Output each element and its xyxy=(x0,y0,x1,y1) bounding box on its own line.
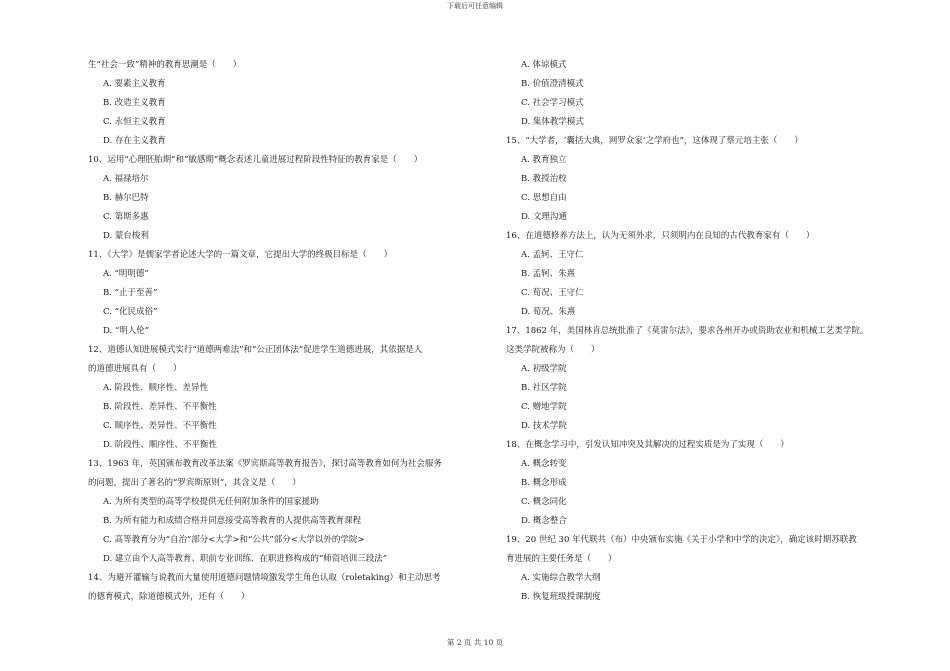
answer-option: B. 恢复班级授课制度 xyxy=(521,592,601,602)
answer-option: C. 第斯多惠 xyxy=(103,212,149,222)
answer-option: A. 概念转变 xyxy=(521,459,567,469)
answer-option: A. 福禄培尔 xyxy=(103,174,149,184)
question-text: 11、《大学》是儒家学者论述大学的一篇文章，它提出大学的终极目标是（ ） xyxy=(88,250,393,260)
answer-option: C. 概念同化 xyxy=(521,497,567,507)
answer-option: D. 建立由个人高等教育、职前专业训练、在职进修构成的“师资培训三段法” xyxy=(103,554,388,564)
answer-option: D. 荀况、朱熹 xyxy=(521,307,576,317)
answer-option: D. 阶段性、顺序性、不平衡性 xyxy=(103,440,217,450)
question-text: 10、运用“心理胚胎期”和“敏感期”概念表述儿童进展过程阶段性特征的教育家是（ ） xyxy=(88,155,423,165)
answer-option: C. 荀况、王守仁 xyxy=(521,288,584,298)
answer-option: D. 蒙台梭利 xyxy=(103,231,149,241)
answer-option: A. 要素主义教育 xyxy=(103,79,166,89)
answer-option: A. 孟轲、王守仁 xyxy=(521,250,584,260)
answer-option: C. 顺序性、差异性、不平衡性 xyxy=(103,421,217,431)
question-text: 13、1963 年，英国颁布教育改革法案《罗宾斯高等教育报告》，探讨高等教育如何为社会服务 xyxy=(88,459,442,469)
answer-option: C. “化民成俗” xyxy=(103,307,158,317)
answer-option: A. 实施综合教学大纲 xyxy=(521,573,601,583)
answer-option: A. 体谅模式 xyxy=(521,60,567,70)
answer-option: B. 社区学院 xyxy=(521,383,567,393)
question-text: 的德育模式，除道德模式外，还有（ ） xyxy=(88,592,250,602)
answer-option: B. 改造主义教育 xyxy=(103,98,166,108)
question-text: 这类学院被称为（ ） xyxy=(506,345,600,355)
answer-option: C. 高等教育分为“自治”部分<大学>和“公共”部分<大学以外的学院> xyxy=(103,535,365,545)
answer-option: A. “明明德” xyxy=(103,269,149,279)
question-text: 的道德进展具有（ ） xyxy=(88,364,182,374)
left-column xyxy=(88,56,493,607)
answer-option: C. 赠地学院 xyxy=(521,402,567,412)
question-text: 的问题，提出了著名的“罗宾斯原则”，其含义是（ ） xyxy=(88,478,301,488)
question-text: 生“社会一致”精神的教育思潮是（ ） xyxy=(88,60,242,70)
answer-option: D. 技术学院 xyxy=(521,421,567,431)
answer-option: C. 永恒主义教育 xyxy=(103,117,166,127)
question-text: 12、道德认知进展模式实行“道德两难法”和“公正团体法”促进学生道德进展，其依据是人 xyxy=(88,345,423,355)
answer-option: B. 价值澄清模式 xyxy=(521,79,584,89)
answer-option: B. 概念形成 xyxy=(521,478,567,488)
answer-option: A. 教育独立 xyxy=(521,155,567,165)
answer-option: B. 阶段性、差异性、不平衡性 xyxy=(103,402,217,412)
answer-option: A. 阶段性、顺序性、差异性 xyxy=(103,383,209,393)
answer-option: B. “止于至善” xyxy=(103,288,158,298)
question-text: 育进展的主要任务是（ ） xyxy=(506,554,617,564)
answer-option: B. 孟轲、朱熹 xyxy=(521,269,576,279)
answer-option: D. 存在主义教育 xyxy=(103,136,166,146)
question-text: 19、20 世纪 30 年代联共（布）中央颁布实施《关于小学和中学的决定》，确定该时期苏联教 xyxy=(506,535,857,545)
answer-option: B. 赫尔巴特 xyxy=(103,193,149,203)
answer-option: C. 思想自由 xyxy=(521,193,567,203)
page-header: 下载后可任意编辑 xyxy=(447,2,503,10)
right-column xyxy=(506,56,926,607)
answer-option: B. 为所有能力和成绩合格并同意接受高等教育的人提供高等教育课程 xyxy=(103,516,362,526)
answer-option: A. 初级学院 xyxy=(521,364,567,374)
answer-option: B. 教授治校 xyxy=(521,174,567,184)
answer-option: D. 文理沟通 xyxy=(521,212,567,222)
answer-option: D. 集体教学模式 xyxy=(521,117,584,127)
answer-option: C. 社会学习模式 xyxy=(521,98,584,108)
answer-option: D. “明人伦” xyxy=(103,326,150,336)
question-text: 15、“大学者，‘囊括大典，网罗众家’之学府也”，这体现了蔡元培主张（ ） xyxy=(506,136,803,146)
question-text: 14、为避开灌输与说教而大量使用道德问题情境激发学生角色认取（roletaking）和主动思考 xyxy=(88,573,441,583)
question-text: 18、在概念学习中，引发认知冲突及其解决的过程实质是为了实现（ ） xyxy=(506,440,789,450)
question-text: 17、1862 年，美国林肯总统批准了《莫雷尔法》，要求各州开办或资助农业和机械工艺类学院。 xyxy=(506,326,869,336)
page-footer: 第 2 页 共 10 页 xyxy=(446,638,504,647)
answer-option: D. 概念整合 xyxy=(521,516,567,526)
question-text: 16、在道德修养方法上，认为无须外求，只须明内在良知的古代教育家有（ ） xyxy=(506,231,815,241)
answer-option: A. 为所有类型的高等学校提供无任何附加条件的国家援助 xyxy=(103,497,319,507)
